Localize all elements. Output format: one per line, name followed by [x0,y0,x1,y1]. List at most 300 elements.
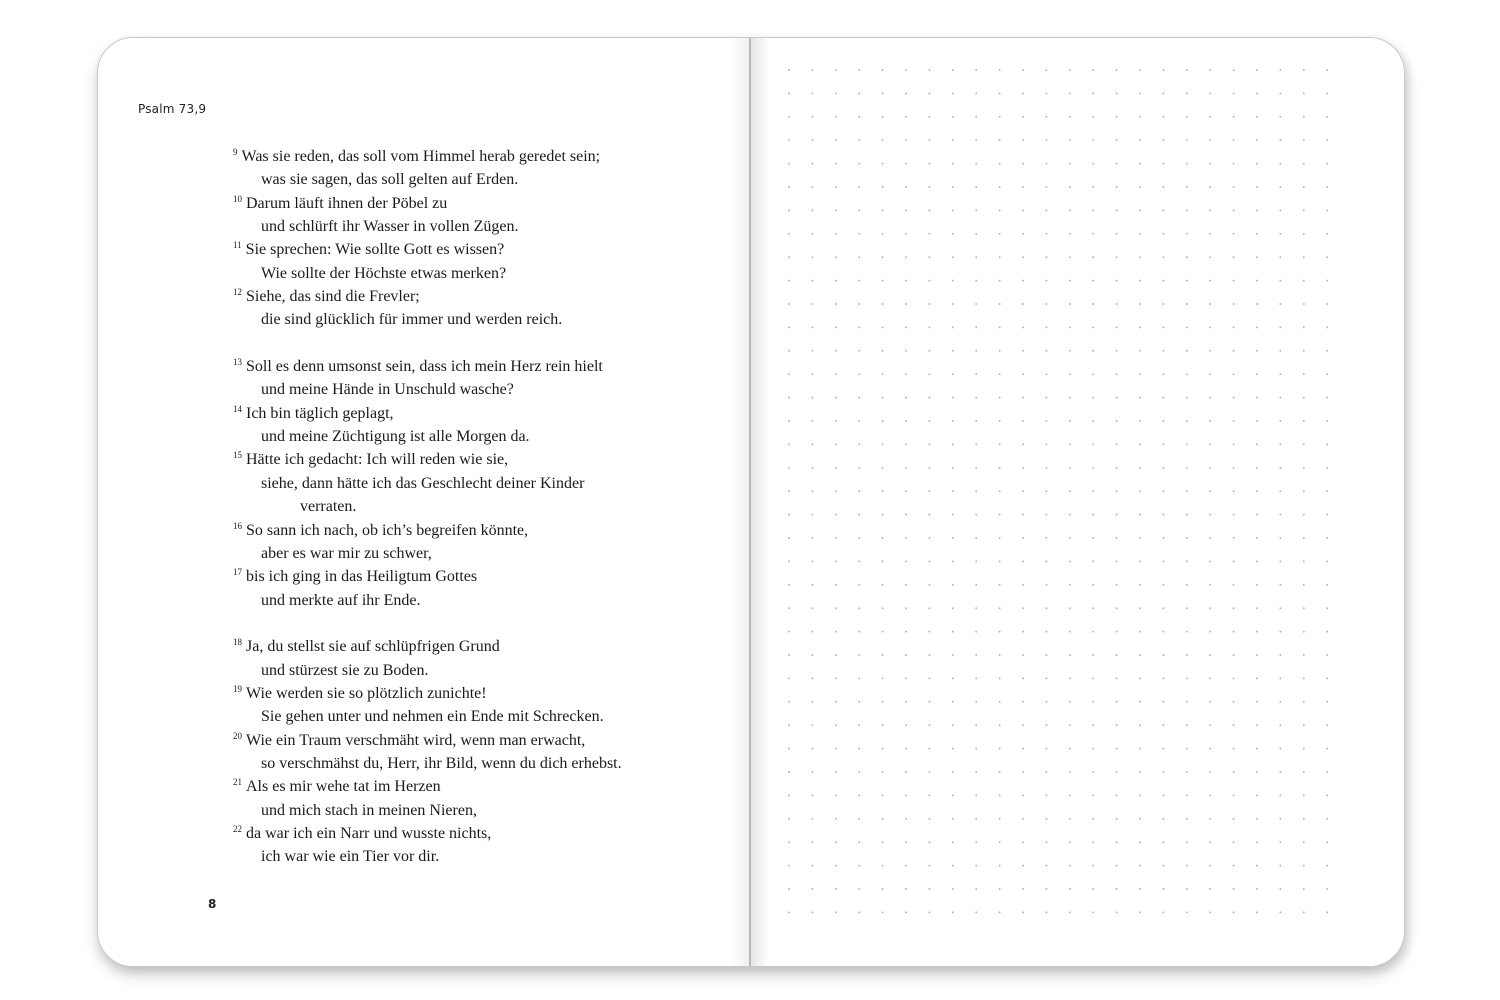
grid-dot [1279,350,1281,352]
dot-grid [751,38,1404,966]
grid-dot [1186,69,1188,71]
grid-dot [905,280,907,282]
grid-dot [1069,771,1071,773]
grid-dot [788,139,790,141]
grid-dot [1279,92,1281,94]
grid-dot [1256,677,1258,679]
grid-dot [975,560,977,562]
grid-dot [858,537,860,539]
grid-dot [1092,116,1094,118]
verse-line [233,215,622,238]
grid-dot [1092,607,1094,609]
verse-line [233,285,622,308]
grid-dot [999,560,1001,562]
grid-dot [1069,841,1071,843]
grid-dot [858,116,860,118]
grid-dot [858,92,860,94]
grid-dot [788,280,790,282]
grid-dot [1022,397,1024,399]
grid-dot [1045,818,1047,820]
grid-dot [1116,748,1118,750]
verse-line [233,145,622,168]
verse-text: bis ich ging in das Heiligtum Gottes [246,568,478,586]
grid-dot [905,443,907,445]
grid-dot [835,186,837,188]
grid-dot [1139,467,1141,469]
grid-dot [905,677,907,679]
verse-text: Was sie reden, das soll vom Himmel herab geredet sein; [241,148,601,165]
verse-line [233,355,622,378]
grid-dot [1186,888,1188,890]
grid-dot [1116,584,1118,586]
grid-dot [835,654,837,656]
grid-dot [858,560,860,562]
grid-dot [1045,771,1047,773]
grid-dot [1162,514,1164,516]
grid-dot [1045,701,1047,703]
grid-dot [999,420,1001,422]
grid-dot [905,514,907,516]
grid-dot [1092,303,1094,305]
grid-dot [1303,560,1305,562]
grid-dot [835,841,837,843]
grid-dot [1116,607,1118,609]
grid-dot [1045,677,1047,679]
grid-dot [858,209,860,211]
grid-dot [811,537,813,539]
grid-dot [1069,303,1071,305]
grid-dot [788,724,790,726]
grid-dot [811,607,813,609]
grid-dot [1303,139,1305,141]
grid-dot [1139,69,1141,71]
grid-dot [1116,911,1118,913]
grid-dot [858,256,860,258]
grid-dot [975,677,977,679]
grid-dot [1303,490,1305,492]
grid-dot [882,888,884,890]
grid-dot [928,350,930,352]
grid-dot [1162,420,1164,422]
grid-dot [905,139,907,141]
grid-dot [928,677,930,679]
grid-dot [1069,397,1071,399]
grid-dot [1092,911,1094,913]
grid-dot [928,163,930,165]
grid-dot [1186,654,1188,656]
grid-dot [999,116,1001,118]
grid-dot [882,69,884,71]
grid-dot [1045,186,1047,188]
grid-dot [1233,701,1235,703]
grid-dot [1303,771,1305,773]
grid-dot [1233,233,1235,235]
grid-dot [975,514,977,516]
grid-dot [1139,841,1141,843]
grid-dot [788,818,790,820]
grid-dot [905,584,907,586]
grid-dot [905,490,907,492]
grid-dot [1233,865,1235,867]
verse-line [233,752,622,775]
grid-dot [811,350,813,352]
grid-dot [1022,654,1024,656]
grid-dot [1045,560,1047,562]
grid-dot [1233,631,1235,633]
grid-dot [835,607,837,609]
grid-dot [788,748,790,750]
grid-dot [1209,490,1211,492]
verse-line [233,799,622,822]
grid-dot [1186,186,1188,188]
grid-dot [1303,888,1305,890]
grid-dot [788,560,790,562]
grid-dot [835,724,837,726]
grid-dot [1139,888,1141,890]
grid-dot [1092,373,1094,375]
verse-line [233,845,622,868]
grid-dot [1233,584,1235,586]
grid-dot [928,397,930,399]
grid-dot [905,794,907,796]
grid-dot [1209,631,1211,633]
grid-dot [1022,256,1024,258]
grid-dot [1139,350,1141,352]
grid-dot [858,163,860,165]
grid-dot [1139,490,1141,492]
grid-dot [1092,139,1094,141]
grid-dot [975,443,977,445]
grid-dot [835,233,837,235]
grid-dot [1139,233,1141,235]
grid-dot [1116,701,1118,703]
grid-dot [1209,397,1211,399]
grid-dot [1116,373,1118,375]
grid-dot [928,256,930,258]
verse-text: was sie sagen, das soll gelten auf Erden. [261,171,519,189]
grid-dot [905,607,907,609]
grid-dot [999,397,1001,399]
grid-dot [1092,490,1094,492]
grid-dot [905,69,907,71]
grid-dot [905,818,907,820]
grid-dot [1092,677,1094,679]
grid-dot [928,303,930,305]
grid-dot [1186,209,1188,211]
grid-dot [1279,631,1281,633]
grid-dot [1303,631,1305,633]
grid-dot [1022,771,1024,773]
grid-dot [928,467,930,469]
grid-dot [858,631,860,633]
grid-dot [1256,865,1258,867]
grid-dot [952,607,954,609]
grid-dot [1069,514,1071,516]
grid-dot [1303,677,1305,679]
grid-dot [999,139,1001,141]
grid-dot [1303,654,1305,656]
grid-dot [1256,490,1258,492]
grid-dot [1256,373,1258,375]
grid-dot [1233,490,1235,492]
grid-dot [975,841,977,843]
grid-dot [811,420,813,422]
grid-dot [1092,584,1094,586]
grid-dot [999,841,1001,843]
verse-number: 18 [233,637,242,648]
verse-text: Hätte ich gedacht: Ich will reden wie sie, [246,451,509,469]
grid-dot [1279,748,1281,750]
grid-dot [835,420,837,422]
grid-dot [1022,607,1024,609]
grid-dot [1256,69,1258,71]
grid-dot [975,537,977,539]
grid-dot [1045,116,1047,118]
grid-dot [1303,256,1305,258]
grid-dot [811,443,813,445]
grid-dot [835,490,837,492]
grid-dot [1326,537,1328,539]
grid-dot [1233,163,1235,165]
grid-dot [1233,888,1235,890]
grid-dot [1022,139,1024,141]
grid-dot [1162,326,1164,328]
grid-dot [788,514,790,516]
verse-line [233,378,622,401]
grid-dot [1069,631,1071,633]
grid-dot [882,186,884,188]
grid-dot [1069,233,1071,235]
grid-dot [835,443,837,445]
grid-dot [952,865,954,867]
grid-dot [1162,69,1164,71]
grid-dot [1069,420,1071,422]
grid-dot [1022,584,1024,586]
grid-dot [811,888,813,890]
grid-dot [858,69,860,71]
grid-dot [1256,514,1258,516]
grid-dot [1279,537,1281,539]
grid-dot [811,818,813,820]
grid-dot [1092,794,1094,796]
grid-dot [1022,350,1024,352]
grid-dot [1162,560,1164,562]
grid-dot [1139,443,1141,445]
grid-dot [1256,233,1258,235]
grid-dot [1256,256,1258,258]
grid-dot [1162,794,1164,796]
grid-dot [1326,607,1328,609]
grid-dot [1022,490,1024,492]
grid-dot [1092,256,1094,258]
grid-dot [1092,701,1094,703]
grid-dot [1256,303,1258,305]
grid-dot [1139,607,1141,609]
grid-dot [1209,677,1211,679]
grid-dot [1162,584,1164,586]
grid-dot [1162,163,1164,165]
grid-dot [928,233,930,235]
grid-dot [975,280,977,282]
grid-dot [1209,186,1211,188]
grid-dot [1303,163,1305,165]
grid-dot [858,514,860,516]
grid-dot [1326,326,1328,328]
grid-dot [1022,116,1024,118]
verse-line [233,192,622,215]
verse-line [233,425,622,448]
grid-dot [1022,794,1024,796]
grid-dot [975,373,977,375]
grid-dot [858,701,860,703]
grid-dot [835,584,837,586]
grid-dot [1069,584,1071,586]
grid-dot [882,280,884,282]
grid-dot [1022,514,1024,516]
grid-dot [1233,303,1235,305]
grid-dot [1069,911,1071,913]
grid-dot [1256,280,1258,282]
verse-text: aber es war mir zu schwer, [261,544,432,562]
grid-dot [835,256,837,258]
grid-dot [1209,256,1211,258]
verse-number: 15 [233,450,242,461]
grid-dot [1092,537,1094,539]
verse-line [233,472,622,495]
grid-dot [835,303,837,305]
grid-dot [952,584,954,586]
grid-dot [1326,560,1328,562]
grid-dot [858,467,860,469]
grid-dot [1092,818,1094,820]
grid-dot [858,350,860,352]
grid-dot [1233,256,1235,258]
grid-dot [1116,490,1118,492]
grid-dot [1326,233,1328,235]
verse-text: da war ich ein Narr und wusste nichts, [246,824,492,842]
grid-dot [1209,326,1211,328]
grid-dot [1326,514,1328,516]
grid-dot [1045,490,1047,492]
grid-dot [975,326,977,328]
grid-dot [1233,280,1235,282]
grid-dot [1022,701,1024,703]
grid-dot [1233,724,1235,726]
grid-dot [1186,537,1188,539]
grid-dot [1139,326,1141,328]
grid-dot [999,677,1001,679]
grid-dot [1092,514,1094,516]
grid-dot [975,865,977,867]
running-head: Psalm 73,9 [138,102,207,116]
grid-dot [1162,818,1164,820]
grid-dot [1279,584,1281,586]
grid-dot [928,280,930,282]
grid-dot [928,209,930,211]
grid-dot [1116,69,1118,71]
grid-dot [1256,654,1258,656]
grid-dot [882,303,884,305]
grid-dot [999,748,1001,750]
grid-dot [1303,701,1305,703]
grid-dot [1022,841,1024,843]
grid-dot [1279,560,1281,562]
grid-dot [1092,186,1094,188]
grid-dot [1022,911,1024,913]
grid-dot [858,397,860,399]
grid-dot [1326,467,1328,469]
grid-dot [835,326,837,328]
grid-dot [975,350,977,352]
grid-dot [835,631,837,633]
grid-dot [835,163,837,165]
grid-dot [1139,186,1141,188]
grid-dot [1139,397,1141,399]
grid-dot [858,677,860,679]
grid-dot [1256,631,1258,633]
grid-dot [975,233,977,235]
grid-dot [952,69,954,71]
verse-text: siehe, dann hätte ich das Geschlecht deiner Kinder [261,474,585,492]
verse-text: Darum läuft ihnen der Pöbel zu [246,194,448,212]
grid-dot [858,233,860,235]
verse-line [233,495,622,518]
verse-number: 22 [233,823,242,834]
verse-line [233,682,622,705]
grid-dot [858,186,860,188]
grid-dot [788,654,790,656]
grid-dot [1209,209,1211,211]
grid-dot [928,911,930,913]
grid-dot [905,256,907,258]
grid-dot [1209,724,1211,726]
grid-dot [788,794,790,796]
grid-dot [905,748,907,750]
grid-dot [1162,771,1164,773]
grid-dot [1326,397,1328,399]
grid-dot [975,256,977,258]
grid-dot [1209,139,1211,141]
grid-dot [811,514,813,516]
grid-dot [1022,233,1024,235]
grid-dot [788,373,790,375]
grid-dot [1303,794,1305,796]
grid-dot [1303,233,1305,235]
grid-dot [1139,560,1141,562]
grid-dot [882,654,884,656]
grid-dot [1326,701,1328,703]
grid-dot [1045,139,1047,141]
grid-dot [811,794,813,796]
grid-dot [882,584,884,586]
verse-number: 14 [233,403,242,414]
grid-dot [1139,116,1141,118]
grid-dot [1303,607,1305,609]
grid-dot [1279,139,1281,141]
grid-dot [1209,163,1211,165]
grid-dot [882,748,884,750]
grid-dot [1233,794,1235,796]
verse-number: 20 [233,730,242,741]
grid-dot [928,748,930,750]
grid-dot [1045,794,1047,796]
grid-dot [1279,186,1281,188]
grid-dot [835,209,837,211]
grid-dot [1069,748,1071,750]
grid-dot [928,865,930,867]
grid-dot [905,560,907,562]
grid-dot [1186,163,1188,165]
